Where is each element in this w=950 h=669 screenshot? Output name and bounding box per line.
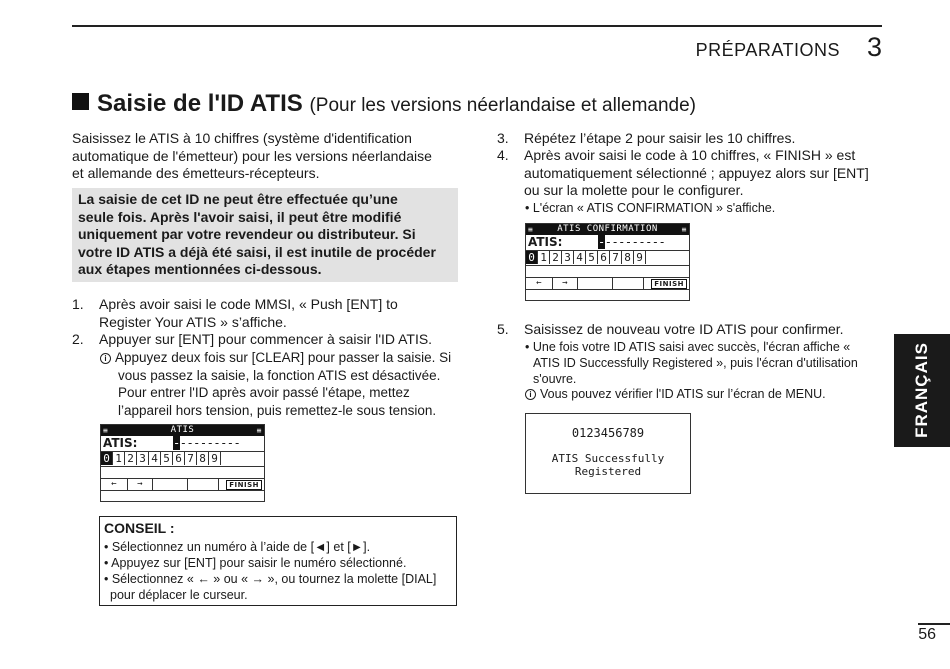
left-arrow-key[interactable]: ←: [526, 278, 553, 289]
atis-input-row: [526, 235, 689, 251]
atis-label: ATIS:: [103, 436, 138, 450]
digit-key[interactable]: 2: [125, 452, 137, 465]
section-header: PRÉPARATIONS: [695, 40, 840, 60]
screen-title: ATIS: [170, 425, 195, 435]
step-5: [497, 321, 887, 339]
screen-title-bar: [526, 224, 689, 235]
success-line: ATIS Successfully: [551, 452, 665, 465]
step-line: Register Your ATIS » s’affiche.: [99, 313, 287, 330]
step-number: 1.: [72, 296, 84, 312]
info-icon: i: [100, 353, 111, 364]
atis-confirmation-screen: [525, 223, 690, 301]
digit-key[interactable]: 4: [149, 452, 161, 465]
digit-key[interactable]: 7: [185, 452, 197, 465]
step-4-bullet: • L'écran « ATIS CONFIRMATION » s'affiche.: [525, 201, 776, 215]
tip-box: [99, 516, 457, 606]
tip-line: pour déplacer le curseur.: [110, 588, 248, 602]
atis-label: ATIS:: [528, 235, 563, 249]
right-arrow-key[interactable]: →: [128, 479, 153, 490]
step-number: 3.: [497, 130, 509, 146]
warning-line: La saisie de cet ID ne peut être effectuée qu’une: [78, 191, 398, 207]
digit-key[interactable]: 9: [634, 251, 646, 264]
atis-number: 0123456789: [571, 426, 645, 440]
step-number: 2.: [72, 331, 84, 347]
step-line: ou sur la molette pour le configurer.: [524, 182, 744, 198]
tip-line: • Sélectionnez « ← » ou « → », ou tournez la molette [DIAL]: [104, 572, 437, 586]
digit-row: [526, 251, 646, 264]
registration-success-screen: [525, 413, 691, 494]
blank-key: [578, 278, 613, 289]
step-2-note: [100, 349, 460, 419]
right-arrow-key[interactable]: →: [553, 278, 578, 289]
step-5-bullets: [525, 339, 885, 387]
step-line: Saisissez de nouveau votre ID ATIS pour confirmer.: [524, 321, 844, 337]
note-text: Vous pouvez vérifier l'ID ATIS sur l’écran de MENU.: [540, 387, 826, 401]
step-2: [72, 331, 462, 349]
page-number: 56: [918, 626, 936, 643]
step-number: 5.: [497, 321, 509, 337]
digit-key[interactable]: 0: [101, 452, 113, 465]
finish-key[interactable]: FINISH: [226, 480, 262, 490]
warning-box: [72, 188, 458, 282]
intro-paragraph: [72, 130, 457, 183]
language-label: FRANÇAIS: [912, 342, 931, 438]
left-arrow-key[interactable]: ←: [101, 479, 128, 490]
menu-icon: ≡: [103, 426, 109, 435]
digit-key[interactable]: 2: [550, 251, 562, 264]
digit-key[interactable]: 0: [526, 251, 538, 264]
digit-key[interactable]: 4: [574, 251, 586, 264]
step-line: Répétez l’étape 2 pour saisir les 10 chiffres.: [524, 130, 796, 146]
screen-title-bar: [101, 425, 264, 436]
atis-value: [598, 235, 665, 250]
intro-line: et allemande des émetteurs-récepteurs.: [72, 165, 320, 181]
atis-placeholder: ---------: [179, 436, 241, 450]
finish-key[interactable]: FINISH: [651, 279, 687, 289]
warning-line: uniquement par votre revendeur ou distributeur. Si: [78, 226, 416, 242]
digit-key[interactable]: 9: [209, 452, 221, 465]
note-line: Pour entrer l'ID après avoir passé l'étape, mettez: [118, 385, 410, 400]
step-line: Après avoir saisi le code à 10 chiffres, « FINISH » est: [524, 147, 856, 163]
empty-row: [526, 265, 689, 266]
blank-key: [188, 479, 219, 490]
info-icon: i: [525, 389, 536, 400]
control-row: [101, 478, 264, 491]
bullet-line: s'ouvre.: [533, 372, 577, 386]
digit-key[interactable]: 8: [197, 452, 209, 465]
step-line: Après avoir saisi le code MMSI, « Push [ENT] to: [99, 296, 398, 312]
square-bullet-icon: [72, 93, 89, 110]
atis-value: [173, 436, 240, 451]
atis-input-row: [101, 436, 264, 452]
tip-line: • Appuyez sur [ENT] pour saisir le numéro sélectionné.: [104, 556, 407, 570]
digit-row: [101, 452, 221, 465]
digit-key[interactable]: 5: [161, 452, 173, 465]
menu-icon: ≡: [681, 225, 687, 234]
intro-line: automatique de l'émetteur) pour les versions néerlandaise: [72, 147, 432, 164]
tip-title: CONSEIL :: [104, 520, 175, 536]
digit-key[interactable]: 8: [622, 251, 634, 264]
menu-icon: ≡: [256, 426, 262, 435]
step-number: 4.: [497, 147, 509, 163]
warning-line: aux étapes mentionnées ci-dessous.: [78, 261, 322, 277]
atis-entry-screen: [100, 424, 265, 502]
blank-key: [153, 479, 188, 490]
menu-icon: ≡: [528, 225, 534, 234]
blank-key: [613, 278, 644, 289]
note-line: Appuyez deux fois sur [CLEAR] pour passer la saisie. Si: [115, 350, 452, 365]
language-side-tab: [894, 334, 950, 447]
note-line: vous passez la saisie, la fonction ATIS est désactivée.: [118, 367, 441, 383]
bullet-line: ATIS ID Successfully Registered », puis l'écran d'utilisation: [533, 356, 858, 370]
title-subtitle: (Pour les versions néerlandaise et allemande): [309, 95, 696, 116]
cursor: -: [173, 436, 180, 450]
digit-key[interactable]: 1: [538, 251, 550, 264]
note-line: l’appareil hors tension, puis remettez-le sous tension.: [118, 402, 437, 418]
bullet-line: • Une fois votre ID ATIS saisi avec succès, l'écran affiche «: [525, 340, 851, 354]
step-3: [497, 130, 887, 148]
warning-line: votre ID ATIS a déjà été saisi, il est inutile de procéder: [78, 243, 436, 260]
warning-line: seule fois. Après l'avoir saisi, il peut être modifié: [78, 208, 402, 225]
step-line: Appuyer sur [ENT] pour commencer à saisir l'ID ATIS.: [99, 331, 433, 347]
cursor: -: [598, 235, 605, 249]
chapter-number: 3: [866, 32, 882, 62]
digit-key[interactable]: 3: [562, 251, 574, 264]
digit-key[interactable]: 5: [586, 251, 598, 264]
step-1: [72, 296, 462, 332]
digit-key[interactable]: 6: [173, 452, 185, 465]
digit-key[interactable]: 6: [598, 251, 610, 264]
digit-key[interactable]: 3: [137, 452, 149, 465]
screen-title: ATIS CONFIRMATION: [557, 224, 658, 234]
step-line: automatiquement sélectionné ; appuyez alors sur [ENT]: [524, 164, 869, 181]
digit-key[interactable]: 1: [113, 452, 125, 465]
atis-placeholder: ---------: [604, 235, 666, 249]
success-line: Registered: [574, 465, 642, 478]
empty-row: [101, 466, 264, 467]
control-row: [526, 277, 689, 290]
digit-key[interactable]: 7: [610, 251, 622, 264]
title-main: Saisie de l'ID ATIS: [97, 90, 303, 117]
page-title: [72, 90, 696, 118]
step-4: [497, 147, 887, 201]
step-5-note: [525, 386, 826, 402]
intro-line: Saisissez le ATIS à 10 chiffres (système d'identification: [72, 130, 412, 146]
top-rule: [72, 25, 882, 27]
page-number-rule: [918, 623, 950, 625]
tip-line: • Sélectionnez un numéro à l’aide de [◄] et [►].: [104, 540, 371, 554]
